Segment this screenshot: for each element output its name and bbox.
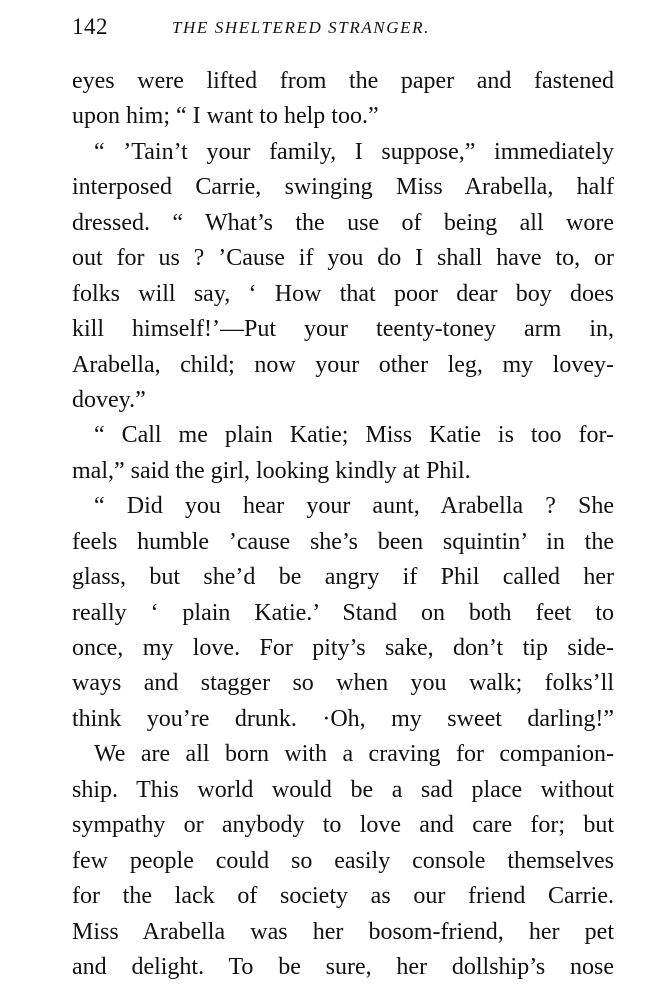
text-line: interposed Carrie, swinging Miss Arabella, half — [72, 174, 614, 201]
text-line: ship. This world would be a sad place without — [72, 776, 614, 803]
text-line: feels humble ’cause she’s been squintin’ in the — [72, 528, 614, 555]
text-line: kill himself!’—Put your teenty-toney arm in, — [72, 316, 614, 343]
running-title: THE SHELTERED STRANGER. — [172, 18, 430, 37]
page-number: 142 — [72, 14, 108, 39]
text-line: “ ’Tain’t your family, I suppose,” immediately — [94, 138, 614, 165]
text-line: and delight. To be sure, her dollship’s nose — [72, 953, 614, 980]
text-line: mal,” said the girl, looking kindly at Phil. — [72, 457, 471, 484]
text-line: “ Call me plain Katie; Miss Katie is too for- — [94, 422, 614, 449]
text-line: for the lack of society as our friend Carrie. — [72, 883, 614, 910]
text-line: folks will say, ‘ How that poor dear boy does — [72, 280, 614, 307]
text-line: once, my love. For pity’s sake, don’t tip side- — [72, 635, 614, 661]
text-line: dovey.” — [72, 386, 146, 413]
text-line: glass, but she’d be angry if Phil called her — [72, 564, 614, 591]
text-line: think you’re drunk. ·Oh, my sweet darling!” — [72, 705, 614, 732]
text-line: few people could so easily console themselves — [72, 847, 614, 874]
text-line: dressed. “ What’s the use of being all wore — [72, 209, 614, 236]
text-line: out for us ? ’Cause if you do I shall have to, or — [72, 245, 614, 272]
page-header — [72, 14, 612, 48]
text-line: Arabella, child; now your other leg, my lovey- — [72, 351, 614, 378]
text-line: eyes were lifted from the paper and fastened — [72, 68, 614, 94]
text-line: upon him; “ I want to help too.” — [72, 103, 379, 130]
text-line: ways and stagger so when you walk; folks’ll — [72, 670, 614, 697]
text-line: We are all born with a craving for companion- — [94, 741, 614, 768]
text-line: Miss Arabella was her bosom-friend, her pet — [72, 918, 614, 945]
text-line: sympathy or anybody to love and care for; but — [72, 812, 614, 839]
text-line: really ‘ plain Katie.’ Stand on both feet to — [72, 599, 614, 626]
text-line: “ Did you hear your aunt, Arabella ? She — [94, 493, 614, 520]
body-text — [72, 64, 614, 985]
